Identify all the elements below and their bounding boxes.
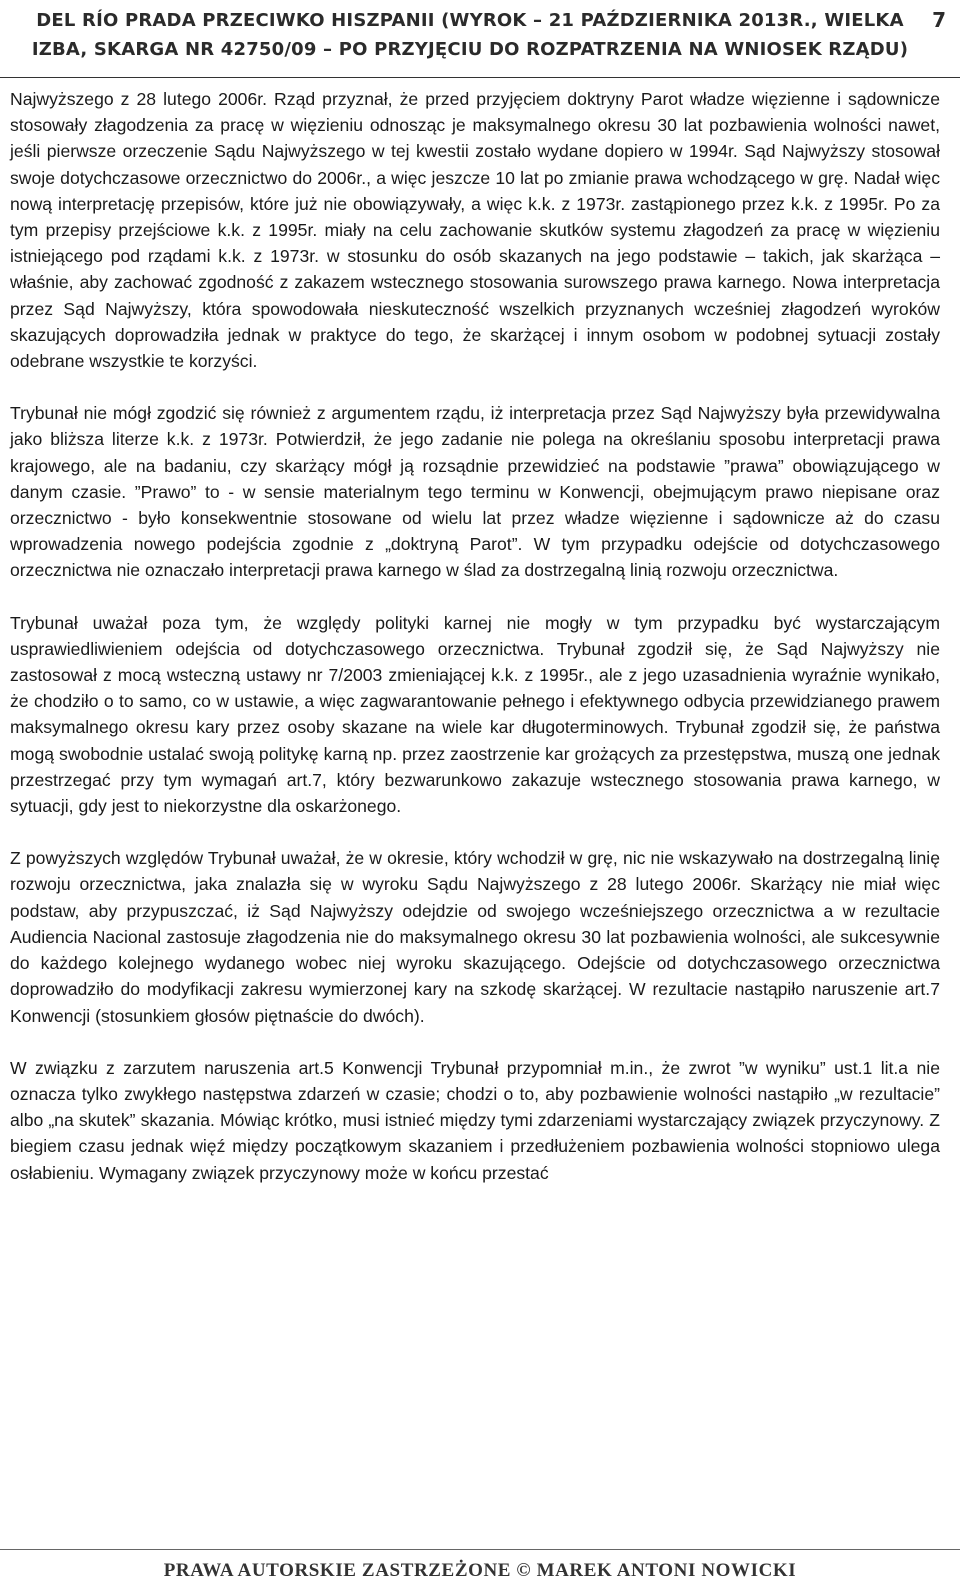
paragraph-2: Trybunał nie mógł zgodzić się również z argumentem rządu, iż interpretacja przez Sąd Najwyższy była przewidywalna jako bliższa literze k.k. z 1973r. Potwierdził, że jego zadanie nie polega na określaniu sposobu interpretacji prawa krajowego, ale na badaniu, czy skarżący mógł ją rozsądnie przewidzieć na podstawie ”prawa” obowiązującego w danym czasie. ”Prawo” to - w sensie materialnym tego terminu w Konwencji, obejmującym prawo niepisane oraz orzecznictwo - było konsekwentnie stosowane od wielu lat przez władze więzienne i sądownicze aż do czasu wprowadzenia nowego podejścia zgodnie z „doktryną Parot”. W tym przypadku odejście od dotychczasowego orzecznictwa nie oznaczało interpretacji prawa karnego w ślad za dostrzegalną linią rozwoju orzecznictwa.: [10, 403, 940, 581]
header-title-line-1: DEL RÍO PRADA PRZECIWKO HISZPANII (WYROK – 21 PAŹDZIERNIKA 2013R., WIELKA: [36, 10, 904, 31]
paragraph-1: Najwyższego z 28 lutego 2006r. Rząd przyznał, że przed przyjęciem doktryny Parot władze więzienne i sądownicze stosowały złagodzenia za pracę w więzieniu odnosząc je maksymalnego okresu 30 lat pozbawienia wolności nawet, jeśli pierwsze orzeczenie Sądu Najwyższego w tej kwestii zostało wydane dopiero w 1994r. Sąd Najwyższy stosował swoje dotychczasowe orzecznictwo do 2006r., a więc jeszcze 10 lat po zmianie prawa wchodzącego w grę. Nadał więc nową interpretację przepisów, które już nie obowiązywały, a więc k.k. z 1973r. zastąpionego przez k.k. z 1995r. Po za tym przepisy przejściowe k.k. z 1995r. miały na celu zachowanie skutków systemu złagodzeń za pracę w więzieniu istniejącego pod rządami k.k. z 1973r. w stosunku do osób skazanych na jego podstawie – takich, jak skarżąca – właśnie, aby zachować zgodność z zakazem wstecznego stosowania surowszego prawa karnego. Nowa interpretacja przez Sąd Najwyższy, która spowodowała nieskuteczność wszelkich przyznanych wcześniej złagodzeń wyroków skazujących doprowadziła jednak w praktyce do tego, że skarżącej i innym osobom w podobnej sytuacji zostały odebrane wszystkie te korzyści.: [10, 89, 940, 372]
paragraph-5: W związku z zarzutem naruszenia art.5 Konwencji Trybunał przypomniał m.in., że zwrot ”w wyniku” ust.1 lit.a nie oznacza tylko zwykłego następstwa zdarzeń w czasie; chodzi o to, aby pozbawienie wolności nastąpiło „w rezultacie” albo „na skutek” skazania. Mówiąc krótko, musi istnieć między tymi zdarzeniami wystarczający związek przyczynowy. Z biegiem czasu jednak więź między początkowym skazaniem i przedłużeniem pozbawienia wolności stopniowo ulega osłabieniu. Wymagany związek przyczynowy może w końcu przestać: [10, 1057, 940, 1183]
header-title: [30, 6, 910, 64]
page-number: 7: [932, 8, 946, 32]
paragraph-3: Trybunał uważał poza tym, że względy polityki karnej nie mogły w tym przypadku być wystarczającym usprawiedliwieniem odejścia od dotychczasowego orzecznictwa. Trybunał zgodził się, że Sąd Najwyższy nie zastosował z mocą wsteczną ustawy nr 7/2003 zmieniającej k.k. z 1995r., ale z jego uzasadnienia wyraźnie wynikało, że chodziło o to samo, co w ustawie, a więc zagwarantowanie pełnego i efektywnego odbycia przewidzianego prawem maksymalnego okresu kary przez osoby skazane na wiele kar długoterminowych. Trybunał zgodził się, że państwa mogą swobodnie ustalać swoją politykę karną np. przez zaostrzenie kar grożących za przestępstwa, muszą one jednak przestrzegać przy tym wymagań art.7, który bezwarunkowo zakazuje wstecznego stosowania prawa karnego, w sytuacji, gdy jest to niekorzystne dla oskarżonego.: [10, 612, 940, 817]
document-body: [0, 86, 960, 1186]
running-header: [0, 0, 960, 78]
header-title-line-2: IZBA, SKARGA NR 42750/09 – PO PRZYJĘCIU DO ROZPATRZENIA NA WNIOSEK RZĄDU): [31, 39, 909, 60]
copyright-footer: PRAWA AUTORSKIE ZASTRZEŻONE © MAREK ANTONI NOWICKI: [0, 1549, 960, 1593]
paragraph-4: Z powyższych względów Trybunał uważał, że w okresie, który wchodził w grę, nic nie wskazywało na dostrzegalną linię rozwoju orzecznictwa, jaka znalazła się w wyroku Sądu Najwyższego z 28 lutego 2006r. Skarżący nie miał więc podstaw, aby przypuszczać, iż Sąd Najwyższy odejdzie od swojego wcześniejszego orzecznictwa a w rezultacie Audiencia Nacional zastosuje złagodzenia nie do maksymalnego okresu 30 lat pozbawienia wolności, ale sukcesywnie do każdego kolejnego wydanego wobec niej wyroku skazującego. Odejście od dotychczasowego orzecznictwa doprowadziło do modyfikacji zakresu wymierzonej kary na szkodę skarżącej. W rezultacie nastąpiło naruszenie art.7 Konwencji (stosunkiem głosów piętnaście do dwóch).: [10, 848, 940, 1026]
